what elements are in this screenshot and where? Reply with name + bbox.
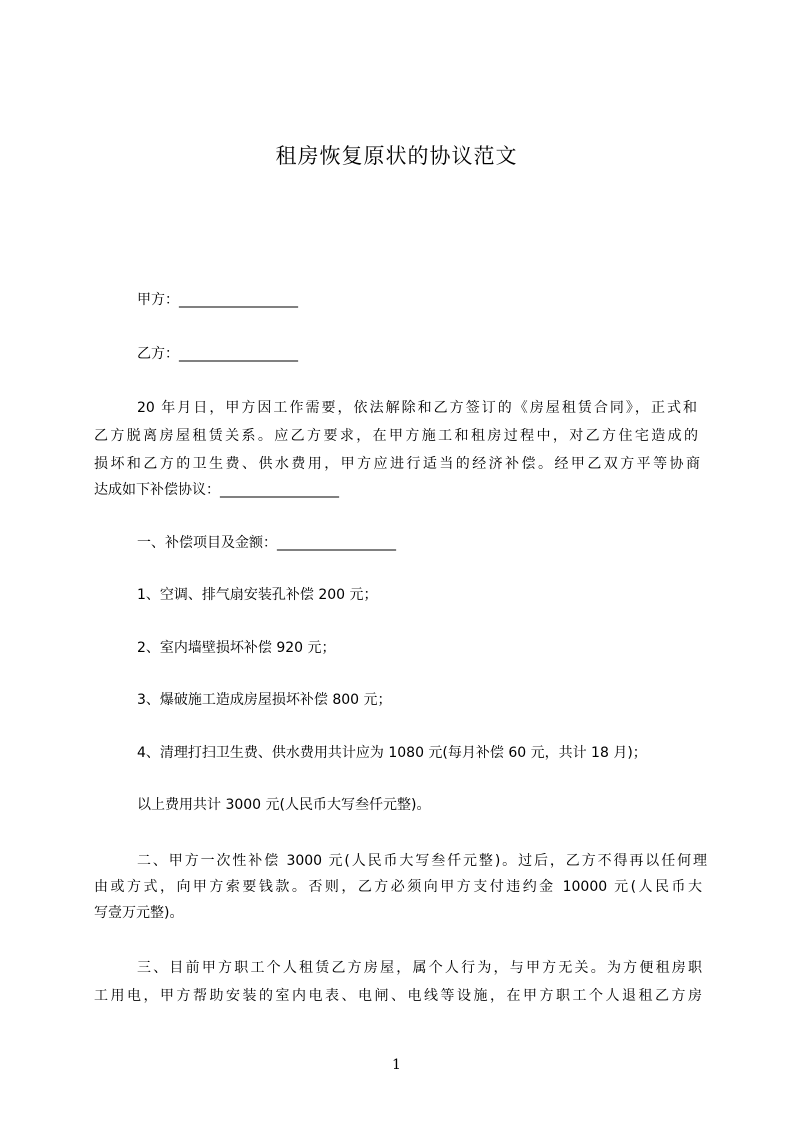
section-1-heading: 一、补偿项目及金额：_________________ xyxy=(137,535,396,551)
section-2-line-3: 写壹万元整)。 xyxy=(94,905,184,921)
intro-line-2: 乙方脱离房屋租赁关系。应乙方要求，在甲方施工和租房过程中，对乙方住宅造成的 xyxy=(94,428,698,444)
intro-line-4: 达成如下补偿协议：_________________ xyxy=(94,482,339,498)
party-a-line: 甲方：_________________ xyxy=(137,292,298,308)
section-2-line-1: 二、甲方一次性补偿 3000 元(人民币大写叁仟元整)。过后，乙方不得再以任何理 xyxy=(137,853,707,869)
page-number: 1 xyxy=(392,1057,401,1073)
compensation-item: 2、室内墙壁损坏补偿 920 元； xyxy=(137,640,336,656)
total-line: 以上费用共计 3000 元(人民币大写叁仟元整)。 xyxy=(137,797,431,813)
compensation-item: 1、空调、排气扇安装孔补偿 200 元； xyxy=(137,587,378,603)
document-title: 租房恢复原状的协议范文 xyxy=(275,144,518,168)
section-2-line-2: 由或方式，向甲方索要钱款。否则，乙方必须向甲方支付违约金 10000 元(人民币大 xyxy=(94,879,702,895)
compensation-item: 4、清理打扫卫生费、供水费用共计应为 1080 元(每月补偿 60 元，共计 18 月)； xyxy=(137,745,647,761)
section-3-line-1: 三、目前甲方职工个人租赁乙方房屋，属个人行为，与甲方无关。为方便租房职 xyxy=(137,960,702,976)
intro-line-3: 损坏和乙方的卫生费、供水费用，甲方应进行适当的经济补偿。经甲乙双方平等协商 xyxy=(94,456,700,472)
section-3-line-2: 工用电，甲方帮助安装的室内电表、电闸、电线等设施，在甲方职工个人退租乙方房 xyxy=(94,988,702,1004)
party-b-line: 乙方：_________________ xyxy=(137,346,298,362)
compensation-item: 3、爆破施工造成房屋损坏补偿 800 元； xyxy=(137,692,392,708)
intro-line-1: 20 年月日，甲方因工作需要，依法解除和乙方签订的《房屋租赁合同》，正式和 xyxy=(137,400,697,416)
